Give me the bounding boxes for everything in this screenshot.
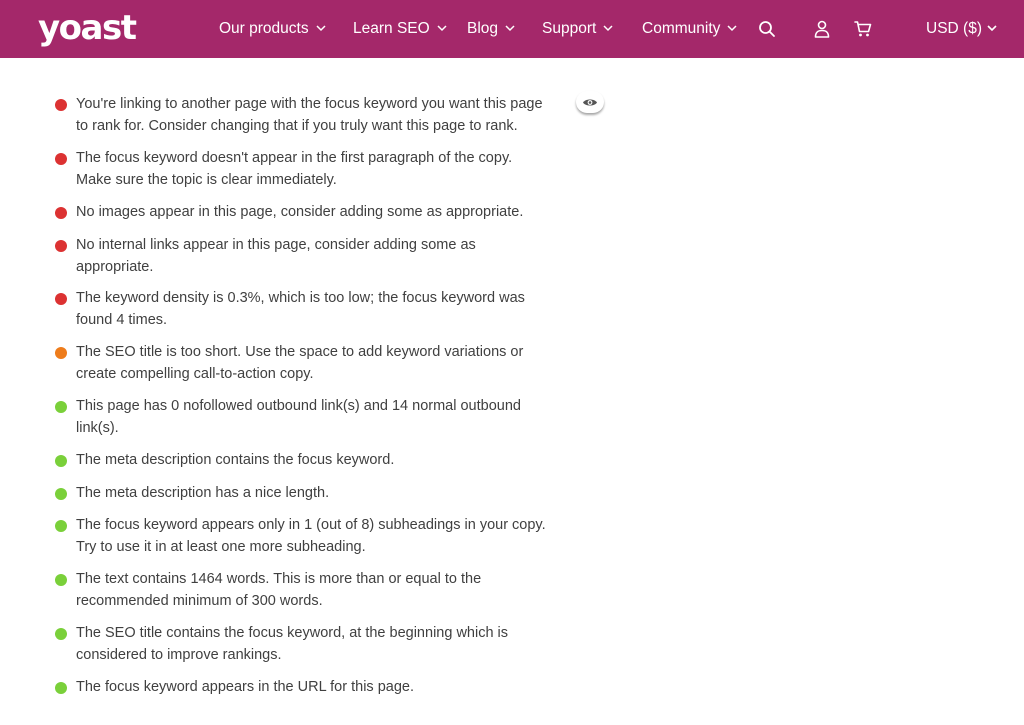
assessment-text-line: The keyword density is 0.3%, which is too low; the focus keyword was (76, 290, 525, 306)
assessment-text-line: The meta description contains the focus keyword. (76, 452, 395, 468)
assessment-text (76, 147, 576, 191)
assessment-text-line: Make sure the topic is clear immediately. (76, 172, 337, 188)
status-good-bullet (55, 455, 67, 467)
assessment-text-line: The focus keyword appears only in 1 (out of 8) subheadings in your copy. (76, 517, 546, 533)
yoast-logo[interactable]: yoast (38, 8, 136, 48)
assessment-text-line: considered to improve rankings. (76, 647, 282, 663)
assessment-text (76, 568, 576, 612)
nav-blog-label: Blog (467, 20, 499, 37)
currency-label: USD ($) (926, 20, 982, 37)
assessment-text-line: Try to use it in at least one more subheading. (76, 539, 366, 555)
assessment-text-line: The SEO title is too short. Use the space to add keyword variations or (76, 344, 524, 360)
assessment-text-line: No internal links appear in this page, consider adding some as (76, 237, 476, 253)
assessment-text (76, 482, 576, 504)
assessment-text (76, 201, 576, 223)
status-ok-bullet (55, 347, 67, 359)
nav-learn-seo-label: Learn SEO (353, 20, 430, 37)
highlight-toggle-button[interactable] (576, 91, 604, 113)
assessment-text-line: The focus keyword appears in the URL for this page. (76, 679, 414, 695)
assessment-text (76, 676, 576, 698)
status-bad-bullet (55, 153, 67, 165)
status-good-bullet (55, 574, 67, 586)
assessment-text-line: The SEO title contains the focus keyword, at the beginning which is (76, 625, 509, 641)
assessment-text-line: No images appear in this page, consider adding some as appropriate. (76, 204, 524, 220)
assessment-text-line: The meta description has a nice length. (76, 485, 330, 501)
assessment-text (76, 622, 576, 666)
assessment-text-line: create compelling call-to-action copy. (76, 366, 314, 382)
assessment-text-line: This page has 0 nofollowed outbound link(s) and 14 normal outbound (76, 398, 521, 414)
assessment-text (76, 93, 576, 137)
assessment-text (76, 449, 576, 471)
assessment-text (76, 395, 576, 439)
nav-support-label: Support (542, 20, 597, 37)
assessment-text-line: recommended minimum of 300 words. (76, 593, 323, 609)
status-good-bullet (55, 488, 67, 500)
nav-community-label: Community (642, 20, 721, 37)
status-good-bullet (55, 682, 67, 694)
assessment-text (76, 341, 576, 385)
assessment-text-line: link(s). (76, 420, 119, 436)
status-good-bullet (55, 520, 67, 532)
assessment-text (76, 234, 576, 278)
status-good-bullet (55, 401, 67, 413)
assessment-text-line: to rank for. Consider changing that if you truly want this page to rank. (76, 118, 518, 134)
status-bad-bullet (55, 293, 67, 305)
nav-our-products-label: Our products (219, 20, 309, 37)
assessment-text-line: The focus keyword doesn't appear in the first paragraph of the copy. (76, 150, 513, 166)
eye-icon (582, 97, 598, 108)
assessment-text-line: found 4 times. (76, 312, 168, 328)
status-good-bullet (55, 628, 67, 640)
status-bad-bullet (55, 207, 67, 219)
status-bad-bullet (55, 99, 67, 111)
status-bad-bullet (55, 240, 67, 252)
assessment-text-line: The text contains 1464 words. This is more than or equal to the (76, 571, 482, 587)
assessment-text (76, 287, 576, 331)
assessment-text (76, 514, 576, 558)
assessment-text-line: You're linking to another page with the focus keyword you want this page (76, 96, 543, 112)
assessment-text-line: appropriate. (76, 259, 154, 275)
